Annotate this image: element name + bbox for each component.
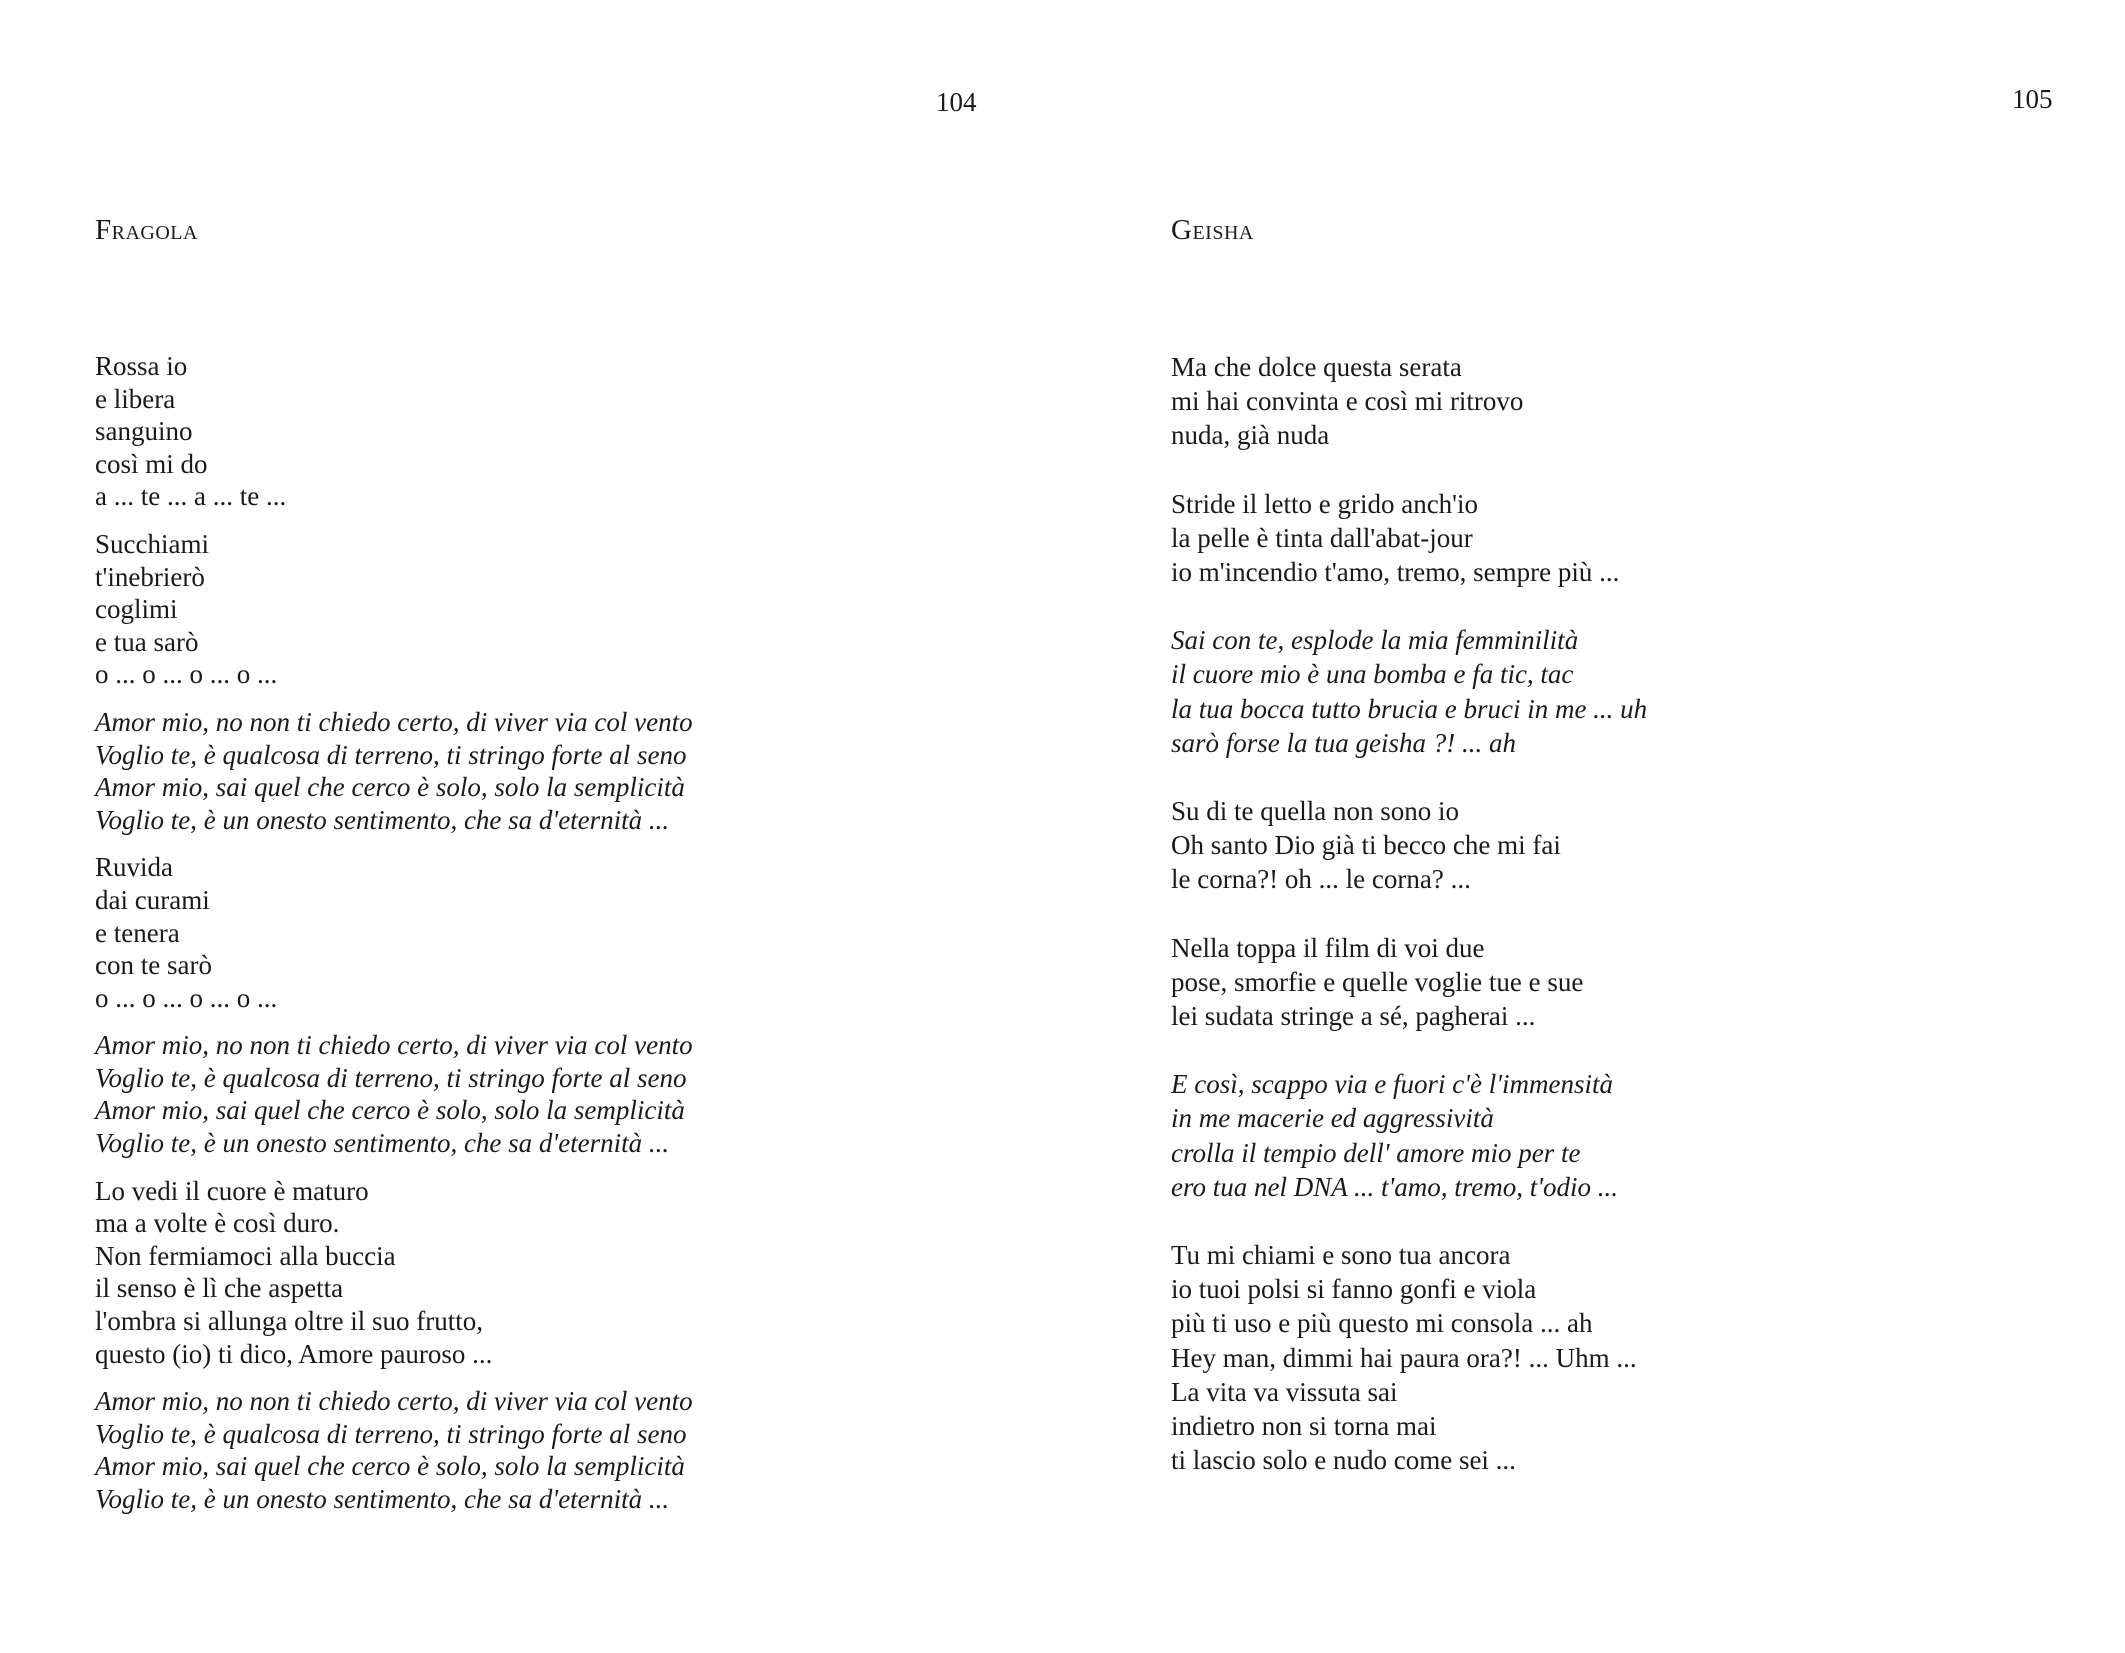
verse-line: e tua sarò (95, 626, 199, 657)
verse-line: Voglio te, è qualcosa di terreno, ti stringo forte al seno (95, 739, 687, 770)
refrain-stanza (95, 1029, 693, 1159)
verse-line: con te sarò (95, 950, 212, 981)
verse-line: ma a volte è così duro. (95, 1208, 340, 1239)
verse-line: Lo vedi il cuore è maturo (95, 1175, 369, 1206)
verse-line: Amor mio, no non ti chiedo certo, di viver via col vento (95, 1030, 693, 1061)
verse-line: Sai con te, esplode la mia femminilità (1171, 625, 1579, 656)
verse-line: a ... te ... a ... te ... (95, 481, 287, 512)
verse-line: Voglio te, è un onesto sentimento, che sa d'eternità ... (95, 1484, 670, 1514)
verse-line: in me macerie ed aggressività (1171, 1103, 1494, 1134)
verse-line: Nella toppa il film di voi due (1171, 932, 1485, 963)
stanza (95, 350, 693, 513)
verse-line: Voglio te, è un onesto sentimento, che sa d'eternità ... (95, 1128, 670, 1159)
verse-line: il senso è lì che aspetta (95, 1273, 344, 1304)
verse-line: le corna?! oh ... le corna? ... (1171, 864, 1471, 895)
verse-line: io tuoi polsi si fanno gonfi e viola (1171, 1274, 1537, 1305)
verse-line: l'ombra si allunga oltre il suo frutto, (95, 1306, 484, 1337)
verse-line: Oh santo Dio già ti becco che mi fai (1171, 830, 1561, 861)
stanza (95, 851, 693, 1014)
verse-line: indietro non si torna mai (1171, 1411, 1437, 1442)
verse-line: Amor mio, no non ti chiedo certo, di viver via col vento (95, 1386, 693, 1417)
refrain-stanza (1171, 623, 1647, 760)
left-page (0, 0, 1062, 1653)
stanza (1171, 350, 1647, 453)
refrain-stanza (95, 706, 693, 836)
refrain-stanza (1171, 1067, 1647, 1204)
verse-line: dai curami (95, 884, 210, 915)
stanza (95, 528, 693, 691)
poem-title: Fragola (95, 214, 198, 246)
verse-line: Amor mio, sai quel che cerco è solo, solo la semplicità (95, 1451, 685, 1482)
stanza (1171, 1238, 1647, 1477)
verse-line: Rossa io (95, 351, 188, 381)
verse-line: pose, smorfie e quelle voglie tue e sue (1171, 966, 1584, 997)
verse-line: crolla il tempio dell' amore mio per te (1171, 1137, 1581, 1168)
stanza (95, 1175, 693, 1371)
verse-line: Stride il letto e grido anch'io (1171, 488, 1479, 519)
right-page (1062, 0, 2125, 1653)
page-number: 104 (936, 87, 977, 117)
verse-line: Succhiami (95, 528, 209, 559)
stanza (1171, 931, 1647, 1034)
verse-line: sanguino (95, 416, 193, 447)
verse-line: Voglio te, è un onesto sentimento, che sa d'eternità ... (95, 804, 670, 835)
verse-line: la pelle è tinta dall'abat-jour (1171, 522, 1473, 553)
verse-line: e libera (95, 383, 176, 414)
verse-line: Tu mi chiami e sono tua ancora (1171, 1240, 1511, 1271)
verse-line: Amor mio, sai quel che cerco è solo, solo la semplicità (95, 1095, 685, 1126)
verse-line: E così, scappo via e fuori c'è l'immensità (1171, 1069, 1613, 1100)
verse-line: questo (io) ti dico, Amore pauroso ... (95, 1338, 493, 1369)
verse-line: coglimi (95, 594, 178, 625)
verse-line: Voglio te, è qualcosa di terreno, ti stringo forte al seno (95, 1062, 687, 1093)
poem-title: Geisha (1171, 214, 1254, 246)
verse-line: La vita va vissuta sai (1171, 1376, 1398, 1407)
verse-line: il cuore mio è una bomba e fa tic, tac (1171, 659, 1574, 690)
stanza (1171, 487, 1647, 590)
verse-line: Amor mio, sai quel che cerco è solo, solo la semplicità (95, 772, 685, 803)
verse-line: Su di te quella non sono io (1171, 796, 1459, 827)
verse-line: Voglio te, è qualcosa di terreno, ti stringo forte al seno (95, 1418, 687, 1449)
verse-line: o ... o ... o ... o ... (95, 982, 278, 1013)
refrain-stanza (95, 1385, 693, 1515)
verse-line: sarò forse la tua geisha ?! ... ah (1171, 727, 1517, 758)
verse-line: più ti uso e più questo mi consola ... ah (1171, 1308, 1593, 1339)
verse-line: Hey man, dimmi hai paura ora?! ... Uhm ... (1171, 1342, 1637, 1373)
verse-line: Amor mio, no non ti chiedo certo, di viver via col vento (95, 706, 693, 737)
verse-line: e tenera (95, 917, 180, 948)
page-number: 105 (2012, 84, 2053, 114)
verse-line: ti lascio solo e nudo come sei ... (1171, 1445, 1516, 1476)
verse-line: io m'incendio t'amo, tremo, sempre più ... (1171, 557, 1620, 588)
stanza (1171, 794, 1647, 897)
verse-line: t'inebrierò (95, 561, 205, 592)
verse-line: ero tua nel DNA ... t'amo, tremo, t'odio ... (1171, 1171, 1619, 1202)
verse-line: Ma che dolce questa serata (1171, 352, 1462, 382)
verse-line: così mi do (95, 448, 208, 479)
verse-line: Ruvida (95, 852, 173, 883)
verse-line: la tua bocca tutto brucia e bruci in me ... uh (1171, 693, 1648, 724)
verse-line: nuda, già nuda (1171, 420, 1330, 451)
verse-line: mi hai convinta e così mi ritrovo (1171, 386, 1524, 417)
verse-line: lei sudata stringe a sé, pagherai ... (1171, 1001, 1536, 1032)
poem-body (95, 350, 693, 1531)
verse-line: Non fermiamoci alla buccia (95, 1240, 396, 1271)
poem-body (1171, 350, 1647, 1511)
verse-line: o ... o ... o ... o ... (95, 659, 278, 690)
